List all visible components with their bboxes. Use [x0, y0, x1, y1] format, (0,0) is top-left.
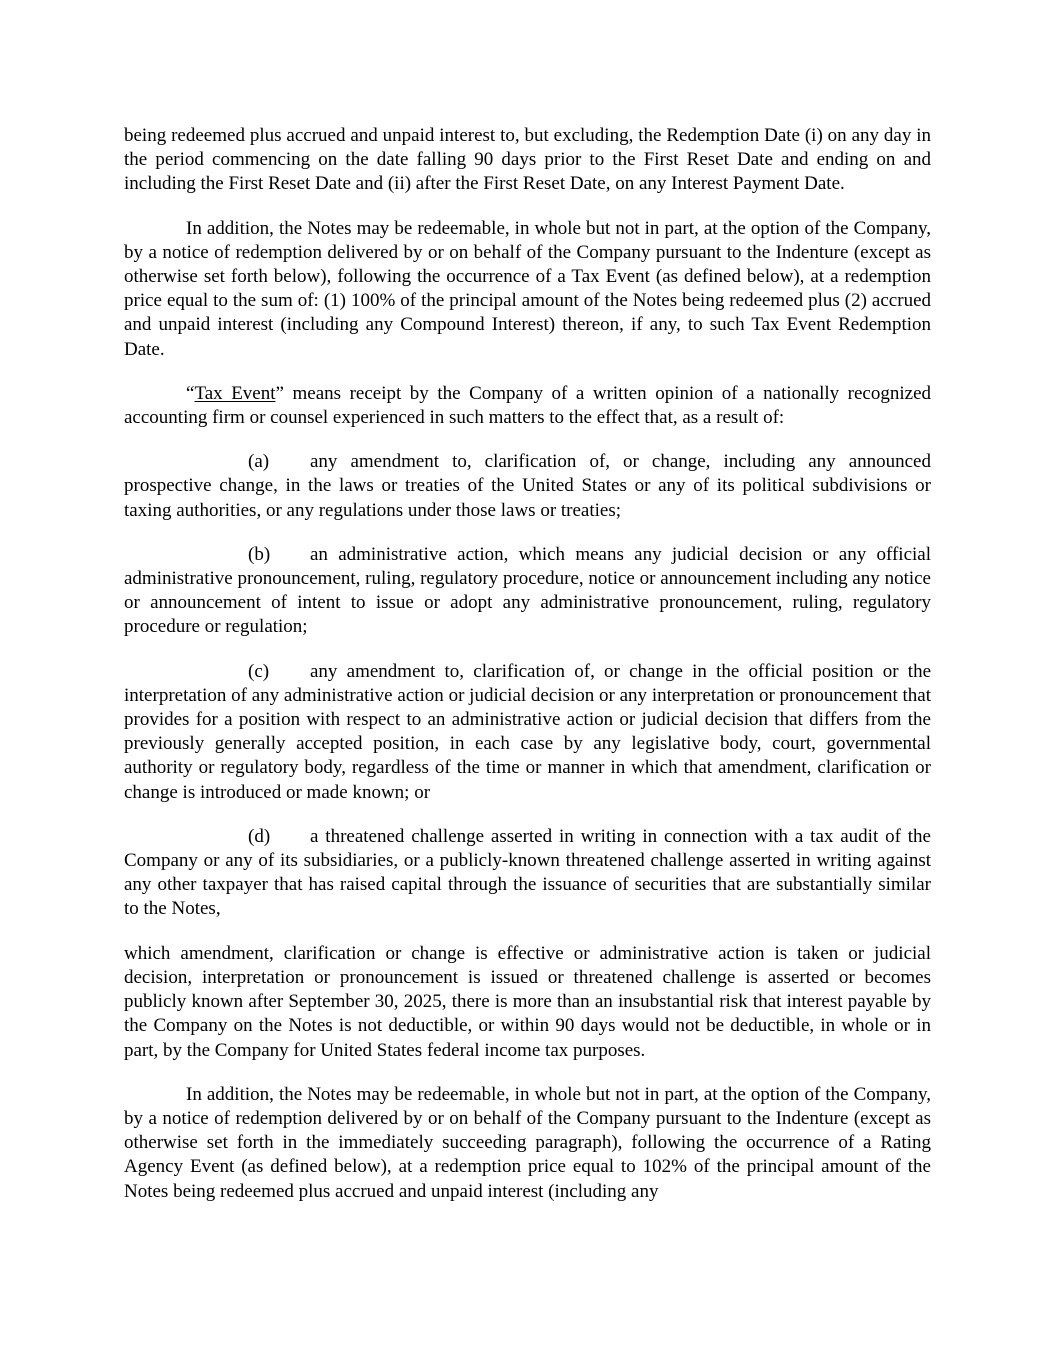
document-page — [124, 124, 931, 1204]
defined-term-tax-event: Tax Event — [194, 382, 276, 404]
list-item-d — [124, 825, 931, 922]
paragraph-redemption-continued: being redeemed plus accrued and unpaid interest to, but excluding, the Redemption Date (i) on any day in the period commencing on the date falling 90 days prior to the First Reset Date and ending on and including the First Reset Date and (ii) after the First Reset Date, on any Interest Payment Date. — [124, 125, 931, 195]
paragraph-deductibility-risk: which amendment, clarification or change is effective or administrative action is taken or judicial decision, interpretation or pronouncement is issued or threatened challenge is asserted or becomes publicly known after September 30, 2025, there is more than an insubstantial risk that interest payable by the Company on the Notes is not deductible, or within 90 days would not be deductible, in whole or in part, by the Company for United States federal income tax purposes. — [124, 942, 931, 1061]
open-quote: “ — [186, 382, 195, 404]
item-text-c: any amendment to, clarification of, or change in the official position or the interpretation of any administrative action or judicial decision or any interpretation or pronouncement that provides for a position with respect to an administrative action or judicial decision that differs from the previously generally accepted position, in each case by any legislative body, court, governmental authority or regulatory body, regardless of the time or manner in which that amendment, clarification or change is introduced or made known; or — [124, 660, 931, 803]
paragraph-rating-agency-redemption: In addition, the Notes may be redeemable, in whole but not in part, at the option of the Company, by a notice of redemption delivered by or on behalf of the Company pursuant to the Indenture (except as otherwise set forth in the immediately succeeding paragraph), following the occurrence of a Rating Agency Event (as defined below), at a redemption price equal to 102% of the principal amount of the Notes being redeemed plus accrued and unpaid interest (including any — [124, 1083, 931, 1202]
item-label-a: (a) — [248, 451, 270, 473]
list-item-c — [124, 660, 931, 805]
list-item-b — [124, 543, 931, 640]
item-text-d: a threatened challenge asserted in writing in connection with a tax audit of the Company or any of its subsidiaries, or a publicly-known threatened challenge asserted in writing against any other taxpayer that has raised capital through the issuance of securities that are substantially similar to the Notes, — [124, 825, 931, 920]
paragraph-tax-event-redemption: In addition, the Notes may be redeemable, in whole but not in part, at the option of the Company, by a notice of redemption delivered by or on behalf of the Company pursuant to the Indenture (except as otherwise set forth below), following the occurrence of a Tax Event (as defined below), at a redemption price equal to the sum of: (1) 100% of the principal amount of the Notes being redeemed plus (2) accrued and unpaid interest (including any Compound Interest) thereon, if any, to such Tax Event Redemption Date. — [124, 217, 931, 360]
list-item-a — [124, 450, 931, 523]
item-label-c: (c) — [248, 660, 270, 682]
definition-text: ” means receipt by the Company of a written opinion of a nationally recognized accounting firm or counsel experienced in such matters to the effect that, as a result of: — [124, 382, 932, 429]
item-label-b: (b) — [248, 543, 271, 565]
paragraph-tax-event-definition — [124, 382, 931, 430]
item-text-a: any amendment to, clarification of, or change, including any announced prospective change, in the laws or treaties of the United States or any of its political subdivisions or taxing authorities, or any regulations under those laws or treaties; — [124, 451, 931, 521]
item-text-b: an administrative action, which means any judicial decision or any official administrative pronouncement, ruling, regulatory procedure, notice or announcement including any notice or announcement of intent to issue or adopt any administrative pronouncement, ruling, regulatory procedure or regulation; — [124, 543, 931, 638]
item-label-d: (d) — [248, 825, 271, 847]
